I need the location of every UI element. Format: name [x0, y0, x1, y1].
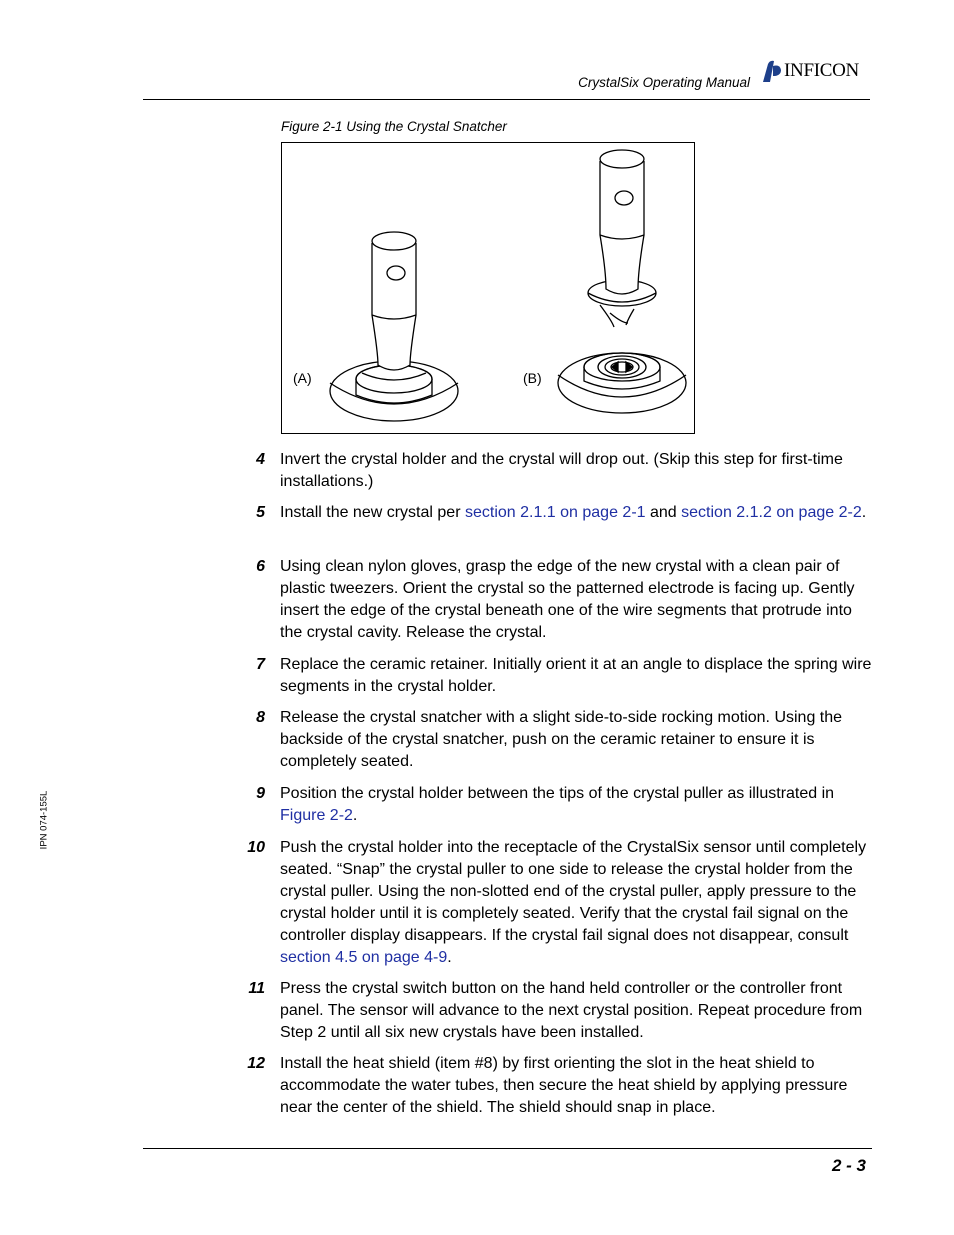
step-text	[280, 978, 872, 1044]
snatcher-on-holder-drawing	[330, 232, 458, 421]
link-figure-2-2[interactable]: Figure 2-2	[280, 807, 353, 824]
step-text-part: Invert the crystal holder and the crystal will drop out. (Skip this step for first-time installations.)	[280, 451, 843, 490]
step-number: 8	[256, 709, 265, 726]
step-text-part: Using clean nylon gloves, grasp the edge of the new crystal with a clean pair of plastic tweezers. Orient the crystal so the patterned electrode is facing up. Gently insert the edge of the crystal beneath one of the wire segments that protrude into the crystal cavity. Release the crystal.	[280, 558, 855, 641]
step-text-part: .	[447, 949, 452, 966]
link-section-4-5[interactable]: section 4.5 on page 4-9	[280, 949, 448, 966]
step-number: 9	[256, 785, 265, 802]
logo-wordmark: INFICON	[784, 60, 859, 81]
page-number: 2 - 3	[831, 1156, 866, 1175]
step-text-part: Push the crystal holder into the receptacle of the CrystalSix sensor until completely seated. “Snap” the crystal puller to one side to release the crystal holder from the crystal puller. Using the non-slotted end of the crystal puller, apply pressure to the crystal holder until it is completely seated. Verify that the crystal fail signal on the controller display disappears. If the crystal fail signal does not disappear, consult	[280, 839, 867, 944]
inficon-logo	[760, 58, 872, 86]
step-text	[280, 449, 872, 493]
step-text-part: .	[352, 807, 358, 824]
step-text-part: Release the crystal snatcher with a slight side-to-side rocking motion. Using the backside of the crystal snatcher, push on the ceramic retainer to ensure it is completely seated.	[280, 709, 843, 770]
step-text	[280, 837, 872, 969]
crystal-snatcher-illustration	[282, 143, 694, 433]
header-rule	[143, 99, 870, 100]
step-number: 12	[247, 1055, 265, 1072]
figure-caption: Figure 2-1 Using the Crystal Snatcher	[281, 119, 507, 134]
step-text-part: Install the new crystal per	[280, 504, 465, 521]
step-text-part: Replace the ceramic retainer. Initially orient it at an angle to displace the spring wire segments in the crystal holder.	[280, 656, 872, 695]
step-number: 10	[247, 839, 265, 856]
step-text	[280, 1053, 872, 1119]
step-text-part: and	[645, 504, 682, 521]
inficon-logo-mark-icon	[760, 58, 784, 86]
figure-label-b: (B)	[523, 370, 542, 386]
link-section-2-1-1[interactable]: section 2.1.1 on page 2-1	[464, 504, 646, 521]
running-header-title: CrystalSix Operating Manual	[578, 75, 750, 90]
figure-label-a: (A)	[293, 370, 312, 386]
step-text	[280, 556, 872, 644]
step-text-part: Install the heat shield (item #8) by first orienting the slot in the heat shield to accommodate the water tubes, then secure the heat shield by applying pressure near the center of the shield. The shield should snap in place.	[280, 1055, 848, 1116]
step-text	[280, 502, 872, 524]
step-text-part: Press the crystal switch button on the hand held controller or the controller front panel. The sensor will advance to the next crystal position. Repeat procedure from Step 2 until all six new crystals have been installed.	[280, 980, 863, 1041]
step-text-part: .	[861, 504, 867, 521]
link-section-2-1-2[interactable]: section 2.1.2 on page 2-2	[681, 504, 862, 521]
step-number: 4	[256, 451, 265, 468]
step-text	[280, 707, 872, 773]
footer-rule	[143, 1148, 872, 1149]
step-text	[280, 783, 872, 827]
step-number: 5	[256, 504, 265, 521]
step-number: 6	[256, 558, 265, 575]
step-text	[280, 654, 872, 698]
step-number: 7	[256, 656, 265, 673]
step-text-part: Position the crystal holder between the tips of the crystal puller as illustrated in	[280, 785, 835, 802]
figure-crystal-snatcher	[281, 142, 695, 434]
document-ipn: IPN 074-155L	[38, 790, 50, 850]
snatcher-lifted-drawing	[558, 150, 686, 413]
step-number: 11	[248, 980, 265, 997]
